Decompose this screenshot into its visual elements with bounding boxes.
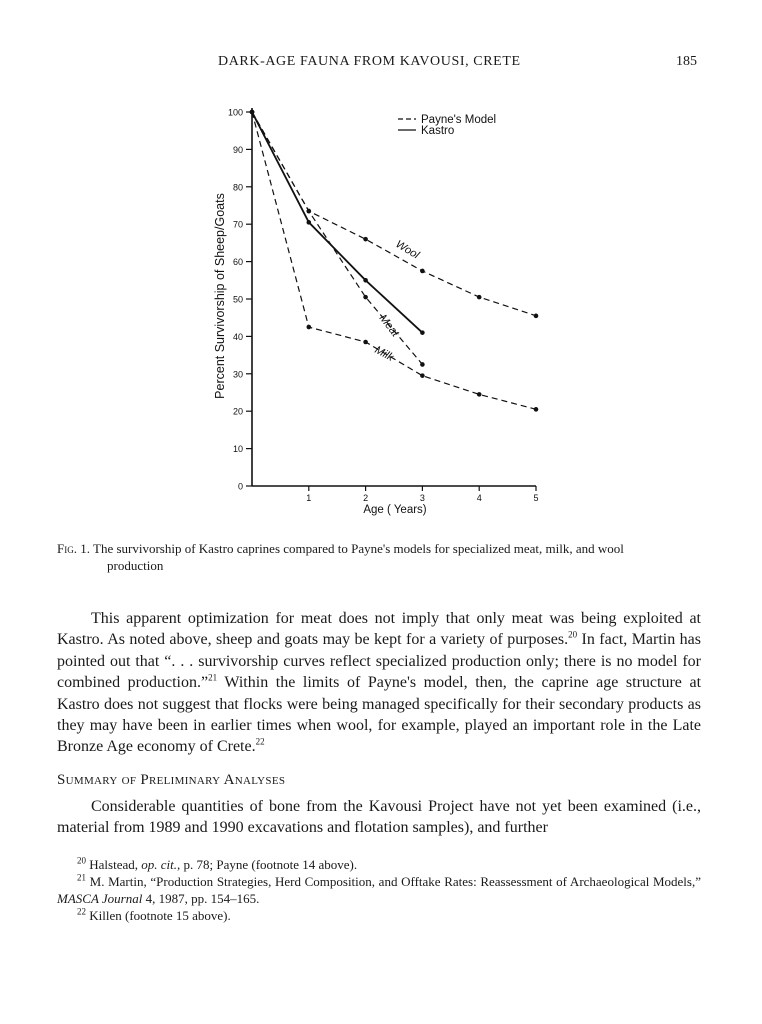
paragraph-text: Within the limits of Payne's model, then, the caprine age structure at Kastro does not suggest that flocks were being managed specifically for their secondary products as they may have been in earlier times when wool, for example, played an important role in the Late Bronze Age economy of Crete. (57, 674, 702, 756)
footnote-ref-20: 20 (568, 630, 578, 641)
y-tick-label: 100 (227, 107, 243, 118)
y-tick-label: 40 (232, 331, 243, 342)
annotation-meat: Meat (376, 312, 402, 340)
caption-text: The survivorship of Kastro caprines compared to Payne's models for specialized meat, milk, and wool (93, 541, 624, 556)
data-point-wool (534, 314, 539, 319)
paragraph-text: Considerable quantities of bone from the Kavousi Project have not yet been examined (i.e., material from 1989 and 1990 excavations and flotation samples), and further (57, 798, 701, 837)
data-point-milk (420, 373, 425, 378)
page-number: 185 (676, 54, 697, 69)
footnote-text: 4, 1987, pp. 154–165. (142, 891, 260, 906)
body-paragraph-2 (57, 796, 701, 839)
footnote-number: 21 (77, 872, 86, 883)
series-line-kastro (252, 112, 422, 333)
y-tick-label: 0 (237, 481, 243, 492)
y-tick-label: 90 (232, 144, 243, 155)
running-title: DARK-AGE FAUNA FROM KAVOUSI, CRETE (218, 54, 521, 69)
data-point-kastro (363, 278, 368, 283)
footnote-italic: MASCA Journal (57, 891, 143, 906)
footnote-21 (57, 873, 701, 907)
y-tick-label: 50 (232, 294, 243, 305)
y-axis-label: Percent Survivorship of Sheep/Goats (213, 193, 227, 399)
footnote-italic: op. cit. (141, 857, 177, 872)
y-tick-label: 80 (232, 182, 243, 193)
data-point-milk (477, 392, 482, 397)
chart-axes (252, 108, 536, 486)
data-point-milk (307, 325, 312, 330)
body-paragraph-1 (57, 608, 701, 758)
footnote-text: Halstead, (89, 857, 142, 872)
x-tick-label: 2 (363, 493, 369, 503)
caption-text-continued: production (107, 558, 164, 573)
footnote-22 (57, 907, 701, 924)
paragraph-text: This apparent optimization for meat does not imply that only meat was being exploited at Kastro. As noted above, sheep and goats may be kept for a variety of purposes. (57, 610, 701, 649)
x-tick-label: 3 (419, 493, 425, 503)
y-tick-label: 30 (232, 369, 243, 380)
footnote-ref-21: 21 (208, 672, 218, 683)
chart-legend (398, 114, 496, 137)
legend-label-kastro: Kastro (421, 125, 455, 137)
footnotes (57, 856, 701, 924)
section-heading: Summary of Preliminary Analyses (57, 772, 286, 788)
legend-label-paynes-model: Payne's Model (421, 114, 497, 126)
data-point-kastro (307, 220, 312, 225)
x-tick-label: 5 (533, 493, 539, 503)
footnote-text: Killen (footnote 15 above). (89, 908, 231, 923)
caption-label: Fig. 1. (57, 541, 90, 556)
footnote-20 (57, 856, 701, 873)
figure-caption (57, 540, 717, 574)
annotation-milk: Milk (372, 344, 396, 364)
footnote-text: M. Martin, “Production Strategies, Herd Composition, and Offtake Rates: Reassessment of Archaeological Models,” (89, 874, 701, 889)
footnote-ref-22: 22 (255, 737, 265, 748)
data-point-meat (420, 362, 425, 367)
y-tick-label: 60 (232, 257, 243, 268)
footnote-number: 20 (77, 855, 86, 866)
annotation-wool: Wool (393, 238, 422, 262)
paragraph-text: In fact, Martin has pointed out that “. . . survivorship curves reflect specialized production only; there is no model for combined production.” (57, 631, 701, 692)
data-point-wool (363, 237, 368, 242)
y-tick-label: 70 (232, 219, 243, 230)
y-tick-label: 10 (232, 444, 243, 455)
data-point-milk (363, 340, 368, 345)
data-point-kastro (250, 110, 255, 115)
footnote-text: , p. 78; Payne (footnote 14 above). (176, 857, 358, 872)
y-tick-label: 20 (232, 406, 243, 417)
x-tick-label: 4 (476, 493, 482, 503)
series-line-milk (252, 112, 536, 409)
footnote-number: 22 (77, 906, 86, 917)
data-point-milk (534, 407, 539, 412)
data-point-meat (307, 209, 312, 214)
data-point-wool (420, 269, 425, 274)
x-axis-label: Age ( Years) (363, 504, 427, 516)
data-point-meat (363, 295, 368, 300)
data-point-kastro (420, 330, 425, 335)
x-tick-label: 1 (306, 493, 312, 503)
series-line-wool (252, 112, 536, 316)
data-point-wool (477, 295, 482, 300)
